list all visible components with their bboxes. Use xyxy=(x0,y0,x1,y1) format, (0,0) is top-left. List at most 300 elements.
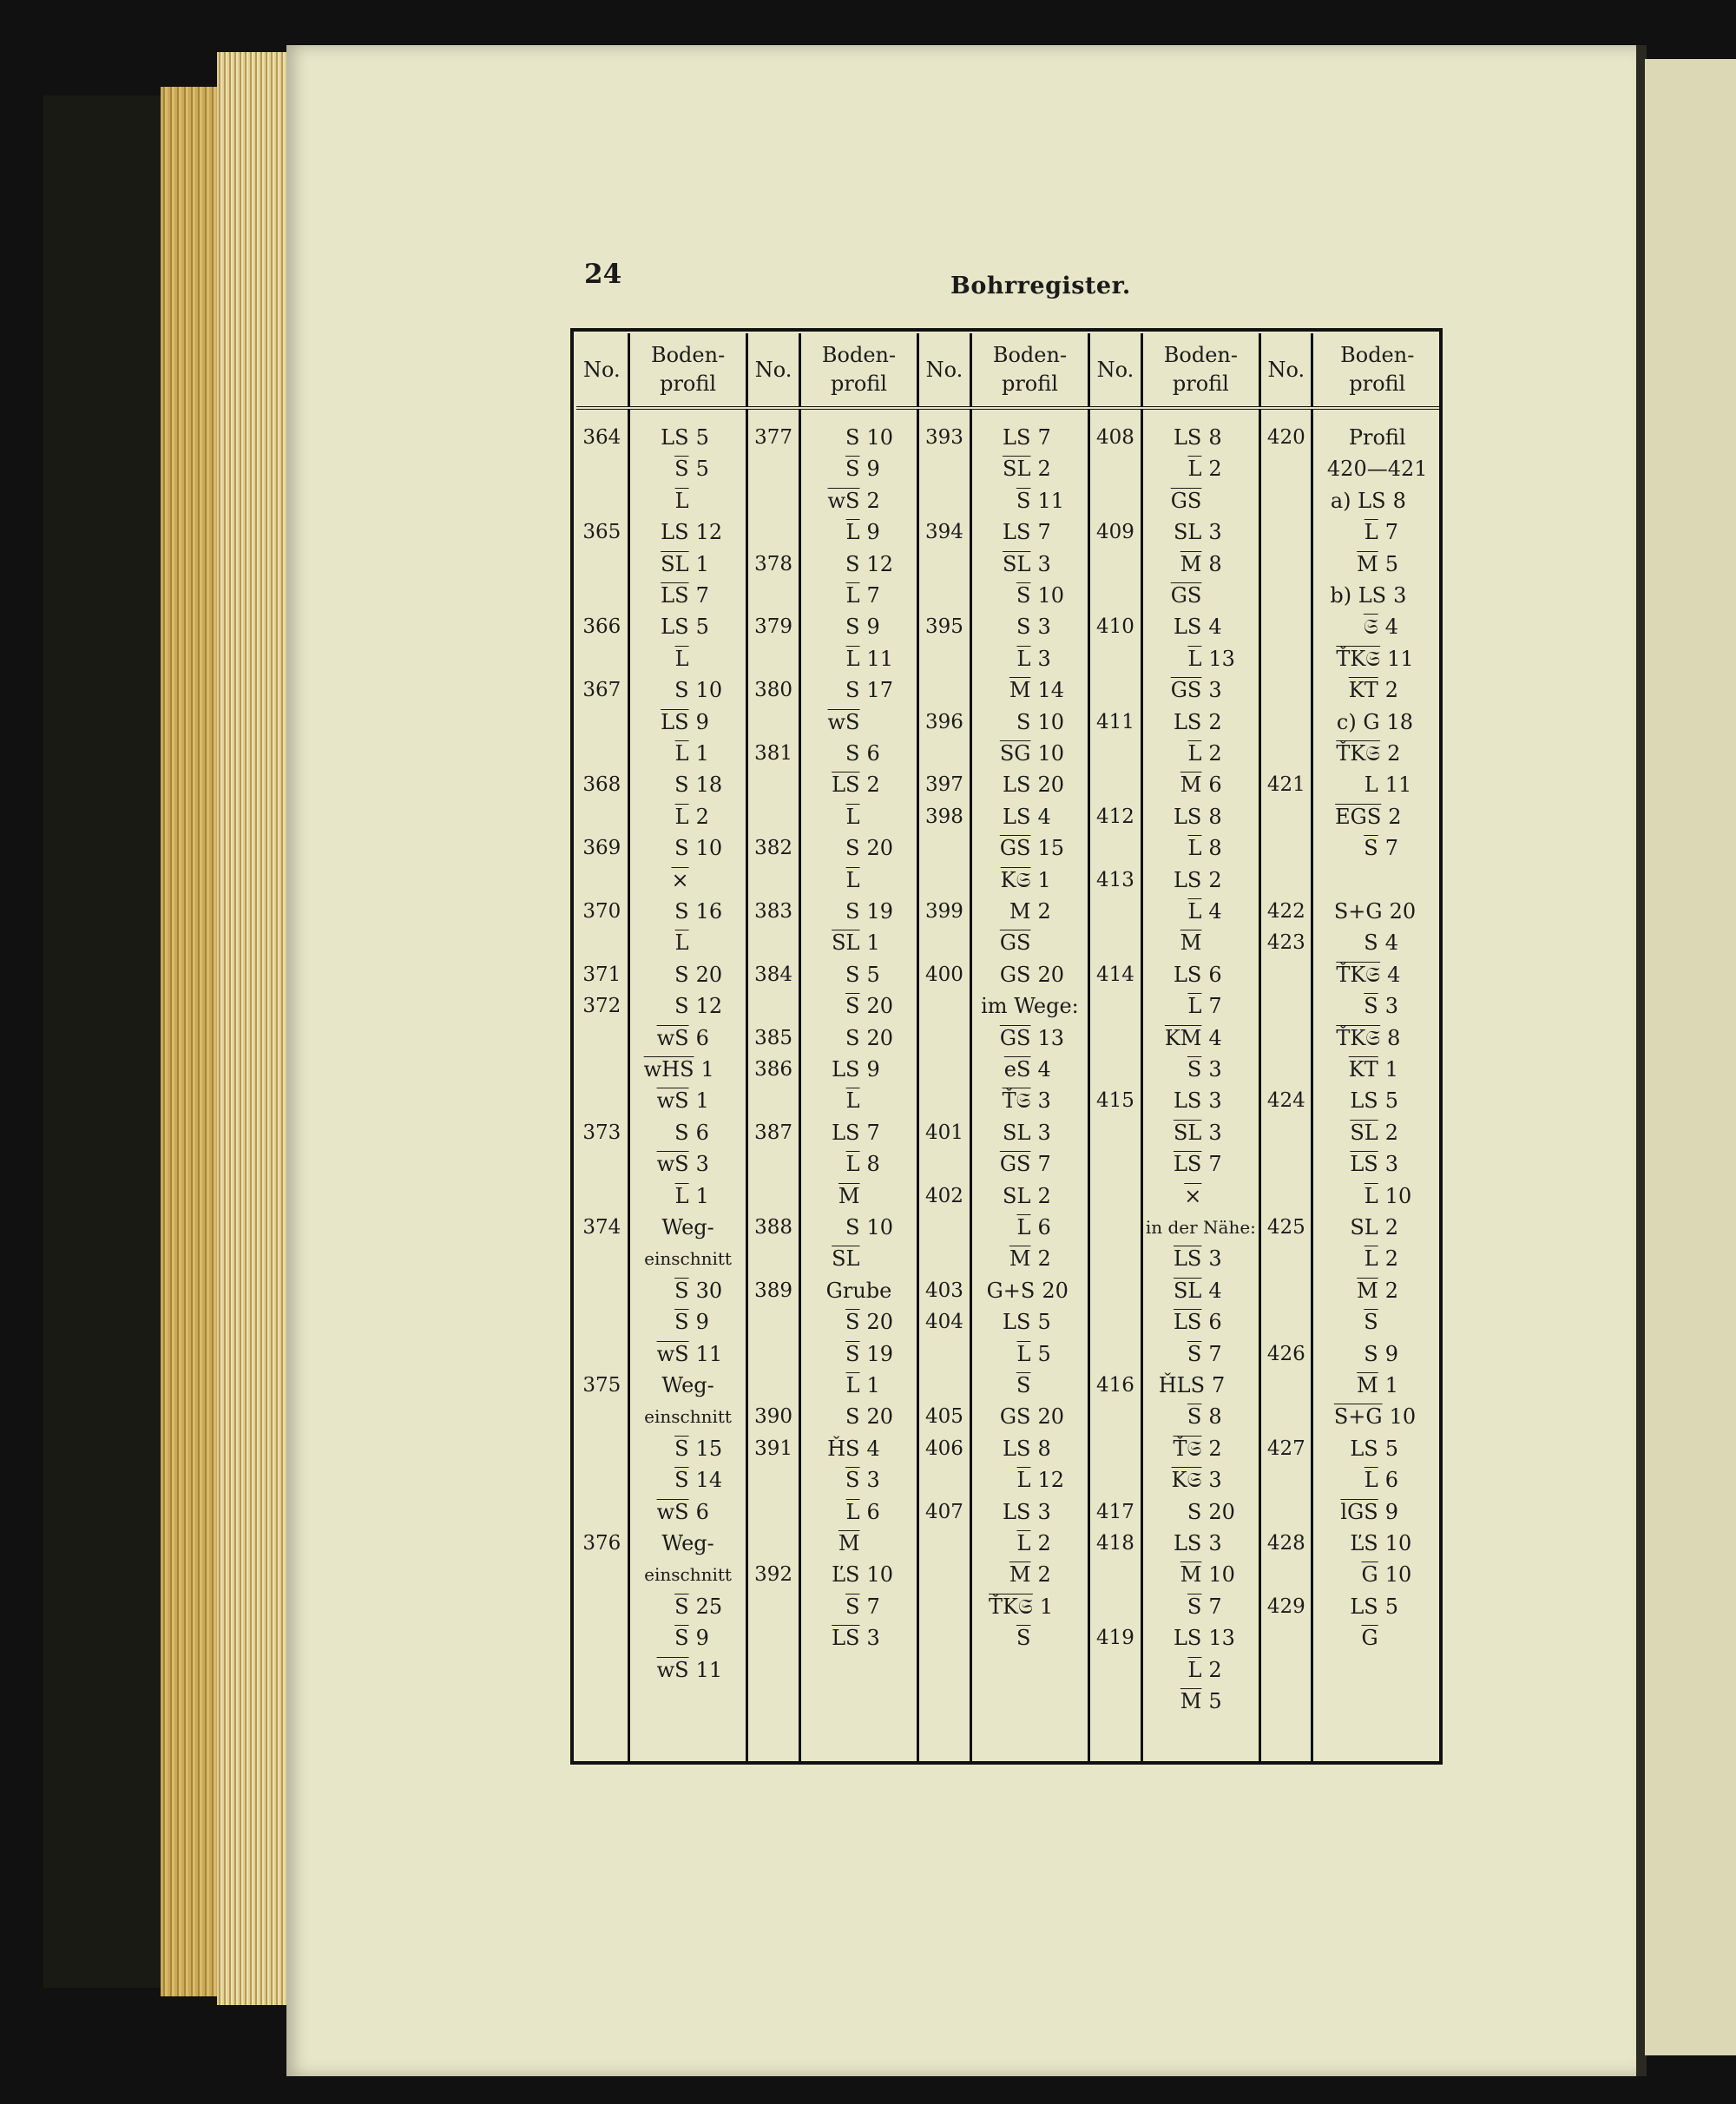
layer-depth: 8 xyxy=(1387,1025,1401,1050)
profile-layer xyxy=(801,1275,917,1306)
profile-layer xyxy=(972,1148,1088,1180)
profile-layer xyxy=(1143,738,1259,769)
profile-layer xyxy=(630,580,746,611)
layer-depth: 2 xyxy=(1037,1246,1051,1272)
soil-code: $\overline{wS}$ xyxy=(827,709,860,734)
soil-code: $\overline{L}$ xyxy=(674,804,689,829)
soil-code: $\overline{GS}$ xyxy=(999,1025,1031,1050)
profile-layer xyxy=(630,1559,746,1590)
bore-number: 382 xyxy=(754,837,792,860)
soil-profile xyxy=(972,801,1088,896)
soil-code: $\overline{L}$ xyxy=(1364,1183,1378,1208)
bore-number: 369 xyxy=(582,837,621,860)
soil-code: $\overline{L}$ xyxy=(1187,994,1202,1019)
soil-code: $\overline{S}$ xyxy=(674,1436,689,1461)
layer-depth: 2 xyxy=(1384,1278,1398,1303)
profile-layer xyxy=(1313,674,1441,706)
soil-profile xyxy=(972,1496,1088,1654)
bore-number: 403 xyxy=(925,1279,963,1302)
layer-depth: 9 xyxy=(695,709,709,734)
bore-number: 393 xyxy=(925,426,963,449)
soil-code: $\overline{M}$ xyxy=(1180,551,1202,576)
profile-layer xyxy=(630,1148,746,1180)
layer-depth: 5 xyxy=(1384,1088,1398,1114)
soil-profile xyxy=(972,769,1088,800)
soil-code: LS xyxy=(1173,425,1202,450)
layer-depth: 20 xyxy=(1037,1404,1064,1430)
profile-layer xyxy=(972,801,1088,832)
profile-layer xyxy=(972,516,1088,548)
soil-code: $\overline{M}$ xyxy=(1009,1562,1031,1588)
soil-code: $\overline{LS}$ xyxy=(1173,1310,1202,1335)
profile-layer xyxy=(801,1148,917,1180)
soil-code: LS xyxy=(661,520,689,545)
profile-layer xyxy=(972,1275,1088,1306)
soil-profile xyxy=(972,1180,1088,1275)
profile-column xyxy=(628,408,747,1761)
bore-number: 374 xyxy=(582,1216,621,1239)
bore-number: 428 xyxy=(1266,1532,1305,1555)
bore-number: 401 xyxy=(925,1121,963,1144)
soil-profile xyxy=(972,1401,1088,1432)
soil-code: $\overline{SG}$ xyxy=(999,740,1031,766)
bore-number: 394 xyxy=(925,521,963,544)
layer-depth: 11 xyxy=(695,1341,723,1366)
profile-layer xyxy=(630,1528,746,1559)
profile-layer xyxy=(630,707,746,738)
layer-depth: 3 xyxy=(1037,551,1051,576)
soil-code: $\overline{SL}$ xyxy=(832,1246,860,1272)
soil-code: LS xyxy=(1173,804,1202,829)
layer-depth: 2 xyxy=(1037,1562,1051,1588)
layer-depth: 8 xyxy=(1208,551,1222,576)
soil-code: S+G xyxy=(1333,899,1383,924)
soil-code: $\overline{S}$ xyxy=(674,1310,689,1335)
profile-layer xyxy=(1143,707,1259,738)
bore-number: 413 xyxy=(1095,868,1134,891)
soil-profile xyxy=(972,707,1088,770)
profile-layer xyxy=(972,1022,1088,1054)
soil-code: $\overline{S}$ xyxy=(1016,582,1031,608)
soil-code: S xyxy=(1187,1499,1202,1524)
layer-depth: 4 xyxy=(1208,1025,1222,1050)
soil-code: $\overline{LS}$ xyxy=(661,582,689,608)
layer-depth: 3 xyxy=(1208,1531,1222,1555)
layer-depth: 7 xyxy=(1384,836,1398,861)
profile-layer xyxy=(1313,1148,1441,1180)
bore-number: 405 xyxy=(925,1405,963,1429)
profile-layer xyxy=(1313,611,1441,642)
bore-number: 381 xyxy=(754,742,792,765)
soil-code: $\overline{LS}$ xyxy=(1173,1152,1202,1177)
bore-number: 426 xyxy=(1266,1342,1305,1365)
soil-code: $\overline{M}$ xyxy=(1357,551,1378,576)
layer-depth: 5 xyxy=(695,457,709,482)
layer-depth: 10 xyxy=(1384,1531,1412,1555)
layer-depth: 2 xyxy=(1384,1215,1398,1239)
profile-layer xyxy=(801,990,917,1022)
bore-number: 409 xyxy=(1095,521,1134,544)
profile-layer xyxy=(1143,453,1259,484)
soil-code: × xyxy=(1184,1183,1202,1208)
layer-depth: 12 xyxy=(695,994,723,1019)
soil-profile xyxy=(630,516,746,611)
profile-note: 420—421 xyxy=(1326,457,1428,482)
soil-code: S xyxy=(845,1025,860,1050)
soil-code: $\overline{wS}$ xyxy=(827,488,860,513)
bore-number: 386 xyxy=(754,1058,792,1081)
layer-depth: 13 xyxy=(1208,646,1235,671)
layer-depth: 3 xyxy=(866,1626,880,1651)
profile-layer xyxy=(1143,1148,1259,1180)
soil-code: ŤK𝔖 xyxy=(1336,1025,1381,1050)
soil-code: LS xyxy=(1003,804,1031,829)
running-head: Bohrregister. xyxy=(950,273,1131,299)
profile-layer xyxy=(630,1338,746,1370)
soil-profile xyxy=(801,1117,917,1212)
profile-layer xyxy=(801,611,917,642)
layer-depth: 20 xyxy=(695,962,723,987)
layer-depth: 17 xyxy=(866,678,894,703)
no-column xyxy=(1260,408,1312,1761)
profile-layer xyxy=(972,1085,1088,1116)
layer-depth: 9 xyxy=(695,1310,709,1335)
soil-profile xyxy=(801,422,917,549)
profile-layer xyxy=(972,865,1088,896)
soil-code: $\overline{SL}$ xyxy=(1003,551,1031,576)
header-bodenprofil: Boden- profil xyxy=(970,333,1089,408)
profile-layer xyxy=(630,1654,746,1686)
layer-depth: 3 xyxy=(1208,1088,1222,1114)
layer-depth: 10 xyxy=(1037,709,1064,734)
soil-code: $\overline{KT}$ xyxy=(1348,1056,1378,1082)
layer-depth: 7 xyxy=(866,582,880,608)
profile-layer xyxy=(1313,1212,1441,1243)
profile-layer xyxy=(630,1022,746,1054)
no-column xyxy=(918,408,970,1761)
profile-layer xyxy=(630,1401,746,1432)
profile-layer xyxy=(972,1591,1088,1622)
layer-depth: 19 xyxy=(866,899,894,924)
soil-code: $\overline{M}$ xyxy=(1357,1278,1378,1303)
soil-code: $\overline{eS}$ xyxy=(1003,1056,1031,1082)
profile-layer xyxy=(630,1370,746,1401)
layer-depth: 7 xyxy=(1384,520,1398,545)
soil-profile xyxy=(1143,1622,1259,1717)
profile-layer xyxy=(972,1243,1088,1274)
soil-code: $\overline{L}$ xyxy=(845,1088,860,1114)
layer-depth: 10 xyxy=(1389,1404,1417,1430)
profile-layer xyxy=(1143,485,1259,516)
profile-layer xyxy=(972,485,1088,516)
soil-profile xyxy=(801,549,917,612)
layer-depth: 13 xyxy=(1208,1626,1235,1651)
profile-note: Weg- xyxy=(661,1215,714,1239)
profile-layer xyxy=(972,580,1088,611)
bore-number: 368 xyxy=(582,773,621,797)
profile-layer xyxy=(801,1401,917,1432)
layer-depth: 2 xyxy=(866,488,880,513)
soil-code: 𝔖 xyxy=(1363,615,1378,640)
soil-code: ŤK𝔖 xyxy=(1336,962,1381,987)
soil-code: $\overline{L}$ xyxy=(1016,1468,1031,1493)
layer-depth: 3 xyxy=(1384,994,1398,1019)
profile-layer xyxy=(630,643,746,674)
soil-code: $\overline{GS}$ xyxy=(999,1152,1031,1177)
profile-layer xyxy=(972,1180,1088,1212)
layer-depth: 5 xyxy=(695,425,709,450)
soil-profile xyxy=(972,1275,1088,1306)
layer-depth: 8 xyxy=(1037,1436,1051,1461)
soil-code: LS xyxy=(661,615,689,640)
profile-layer xyxy=(1143,674,1259,706)
profile-layer xyxy=(630,1275,746,1306)
profile-layer xyxy=(972,1528,1088,1559)
layer-depth: 1 xyxy=(700,1056,714,1082)
bore-number: 423 xyxy=(1266,931,1305,955)
profile-layer xyxy=(1313,1401,1441,1432)
soil-code: $\overline{wS}$ xyxy=(656,1152,689,1177)
profile-layer xyxy=(630,1054,746,1085)
profile-note: Grube xyxy=(825,1278,892,1303)
layer-depth: 20 xyxy=(866,1310,894,1335)
profile-layer xyxy=(1143,1243,1259,1274)
layer-depth: 2 xyxy=(1037,1530,1051,1555)
profile-layer xyxy=(1313,990,1441,1022)
profile-layer xyxy=(801,738,917,769)
profile-layer xyxy=(630,990,746,1022)
profile-layer xyxy=(972,1401,1088,1432)
layer-depth: 7 xyxy=(1037,1152,1051,1177)
soil-code: LS xyxy=(1003,1499,1031,1524)
layer-depth: 20 xyxy=(1042,1278,1069,1303)
soil-code: $\overline{GS}$ xyxy=(1170,678,1202,703)
soil-code: $\overline{S}$ xyxy=(1187,1341,1202,1366)
soil-profile xyxy=(630,990,746,1117)
soil-code: $\overline{L}$ xyxy=(845,1152,860,1177)
profile-layer xyxy=(1143,927,1259,958)
soil-code: S xyxy=(845,1404,860,1430)
profile-layer xyxy=(1313,769,1441,800)
layer-depth: 6 xyxy=(695,1499,709,1524)
profile-layer xyxy=(1143,801,1259,832)
layer-depth: 2 xyxy=(1384,1246,1398,1272)
profile-layer xyxy=(972,1338,1088,1370)
soil-profile xyxy=(1313,1591,1441,1654)
soil-code: S xyxy=(845,615,860,640)
bore-number: 385 xyxy=(754,1026,792,1049)
soil-code: LS xyxy=(1350,1594,1378,1619)
profile-layer xyxy=(630,516,746,548)
soil-code: SL xyxy=(1350,1215,1378,1239)
layer-depth: 10 xyxy=(1037,582,1064,608)
profile-layer xyxy=(972,1559,1088,1590)
soil-code: $\overline{wS}$ xyxy=(656,1088,689,1114)
soil-profile xyxy=(972,611,1088,706)
soil-profile xyxy=(1143,959,1259,1086)
layer-depth: 4 xyxy=(1208,898,1222,924)
layer-depth: 3 xyxy=(1037,1499,1051,1524)
soil-profile xyxy=(801,674,917,738)
soil-code: ŤK𝔖 xyxy=(989,1594,1033,1619)
layer-depth: 4 xyxy=(866,1436,880,1461)
no-column xyxy=(1089,408,1141,1761)
bore-number: 408 xyxy=(1095,426,1134,449)
profile-layer xyxy=(1143,1622,1259,1654)
soil-code: G+S xyxy=(986,1278,1036,1303)
profile-layer xyxy=(1313,1464,1441,1496)
bore-number: 370 xyxy=(582,900,621,923)
soil-code: $\overline{S}$ xyxy=(845,1341,860,1366)
soil-code: $\overline{L}$ xyxy=(1016,646,1031,671)
soil-code: $\overline{M}$ xyxy=(1009,1246,1031,1272)
soil-code: $\overline{G}$ xyxy=(1361,1562,1378,1588)
soil-code: $\overline{S}$ xyxy=(1187,1594,1202,1619)
soil-profile xyxy=(1143,865,1259,959)
profile-layer xyxy=(972,769,1088,800)
profile-layer xyxy=(1313,1370,1441,1401)
soil-code: LS xyxy=(1173,1626,1202,1651)
profile-layer xyxy=(972,549,1088,580)
soil-code: c) G xyxy=(1336,709,1380,734)
profile-layer xyxy=(801,1496,917,1528)
facing-page-edge xyxy=(1645,59,1736,2055)
soil-code: S xyxy=(674,962,689,987)
layer-depth: 3 xyxy=(866,1468,880,1493)
soil-profile xyxy=(1143,1528,1259,1622)
soil-code: $\overline{M}$ xyxy=(838,1530,860,1555)
layer-depth: 2 xyxy=(1387,740,1401,766)
profile-layer xyxy=(972,1212,1088,1243)
layer-depth: 1 xyxy=(1037,867,1051,892)
soil-code: $\overline{LS}$ xyxy=(1350,1152,1378,1177)
layer-depth: 2 xyxy=(1208,709,1222,734)
profile-layer xyxy=(801,580,917,611)
profile-layer xyxy=(630,422,746,453)
profile-layer xyxy=(630,1496,746,1528)
profile-note: einschnitt xyxy=(644,1406,732,1428)
layer-depth: 14 xyxy=(695,1468,723,1493)
profile-layer xyxy=(801,674,917,706)
profile-layer xyxy=(630,549,746,580)
layer-depth: 4 xyxy=(1208,615,1222,640)
soil-code: a) LS xyxy=(1330,488,1386,513)
bore-number: 396 xyxy=(925,710,963,733)
soil-code: LS xyxy=(1003,1436,1031,1461)
soil-code: ŤK𝔖 xyxy=(1336,646,1381,671)
profile-layer xyxy=(630,485,746,516)
soil-code: $\overline{L}$ xyxy=(1364,520,1378,545)
layer-depth: 15 xyxy=(695,1436,723,1461)
profile-layer xyxy=(630,1117,746,1148)
layer-depth: 5 xyxy=(1037,1341,1051,1366)
layer-depth: 6 xyxy=(866,741,880,766)
layer-depth: 2 xyxy=(695,804,709,829)
layer-depth: 6 xyxy=(1384,1468,1398,1493)
soil-code: $\overline{S}$ xyxy=(845,994,860,1019)
profile-layer xyxy=(1313,801,1441,832)
soil-code: $\overline{S}$ xyxy=(1016,488,1031,513)
soil-code: $\overline{GS}$ xyxy=(1170,582,1202,608)
soil-profile xyxy=(630,959,746,990)
soil-code: S xyxy=(674,836,689,861)
soil-code: $\overline{wS}$ xyxy=(656,1499,689,1524)
header-no: No. xyxy=(576,333,628,408)
soil-code: $\overline{L}$ xyxy=(845,867,860,892)
layer-depth: 5 xyxy=(1384,1436,1398,1461)
layer-depth: 19 xyxy=(866,1341,894,1366)
soil-code: $\overline{M}$ xyxy=(1180,930,1202,956)
soil-code: $\overline{M}$ xyxy=(838,1183,860,1208)
profile-layer xyxy=(1143,1464,1259,1496)
profile-layer xyxy=(1313,832,1441,864)
profile-layer xyxy=(801,959,917,990)
profile-layer xyxy=(972,1464,1088,1496)
soil-code: LS xyxy=(1003,520,1031,545)
layer-depth: 4 xyxy=(1208,1278,1222,1303)
layer-depth: 1 xyxy=(1384,1056,1398,1082)
soil-code: S+G xyxy=(1333,1404,1383,1430)
layer-depth: 3 xyxy=(1208,1120,1222,1145)
layer-depth: 4 xyxy=(1037,1056,1051,1082)
soil-profile xyxy=(972,422,1088,516)
soil-profile xyxy=(630,832,746,896)
soil-code: SL xyxy=(1003,1120,1031,1145)
profile-column xyxy=(970,408,1089,1761)
soil-code: $\overline{S}$ xyxy=(845,1594,860,1619)
soil-code: LS xyxy=(1003,1310,1031,1335)
profile-layer xyxy=(630,611,746,642)
layer-depth: 20 xyxy=(1037,773,1064,798)
soil-code: $\overline{L}$ xyxy=(1187,740,1202,766)
profile-note: einschnitt xyxy=(644,1248,732,1270)
soil-code: b) LS xyxy=(1330,582,1387,608)
soil-code: $\overline{wHS}$ xyxy=(643,1056,694,1082)
profile-layer xyxy=(1313,1022,1441,1054)
bore-number: 411 xyxy=(1095,710,1134,733)
layer-depth: 9 xyxy=(866,615,880,640)
profile-layer xyxy=(801,1306,917,1338)
soil-profile xyxy=(801,738,917,832)
profile-note: einschnitt xyxy=(644,1564,732,1586)
soil-code: $\overline{S}$ xyxy=(1364,836,1378,861)
soil-code: LS xyxy=(1173,867,1202,892)
profile-layer xyxy=(972,1117,1088,1148)
profile-layer xyxy=(1143,1496,1259,1528)
header-row xyxy=(576,333,1441,408)
soil-profile xyxy=(1313,896,1441,927)
layer-depth: 8 xyxy=(1392,488,1406,513)
layer-depth: 18 xyxy=(1386,709,1414,734)
layer-depth: 7 xyxy=(1037,425,1051,450)
soil-code: $\overline{G}$ xyxy=(1361,1626,1378,1651)
soil-code: LS xyxy=(1003,773,1031,798)
soil-profile xyxy=(630,611,746,674)
layer-depth: 11 xyxy=(1037,488,1064,513)
no-column xyxy=(576,408,628,1761)
soil-code: S xyxy=(845,741,860,766)
layer-depth: 15 xyxy=(1037,836,1064,861)
soil-code: $\overline{SL}$ xyxy=(1003,457,1031,482)
bore-register-table-frame xyxy=(570,328,1443,1765)
profile-note: Weg- xyxy=(661,1373,714,1397)
profile-note: Weg- xyxy=(661,1531,714,1555)
bore-number: 419 xyxy=(1095,1627,1134,1650)
soil-code: $\overline{L}$ xyxy=(845,520,860,545)
bore-number: 425 xyxy=(1266,1216,1305,1239)
soil-profile xyxy=(801,1022,917,1054)
bore-number: 414 xyxy=(1095,963,1134,986)
